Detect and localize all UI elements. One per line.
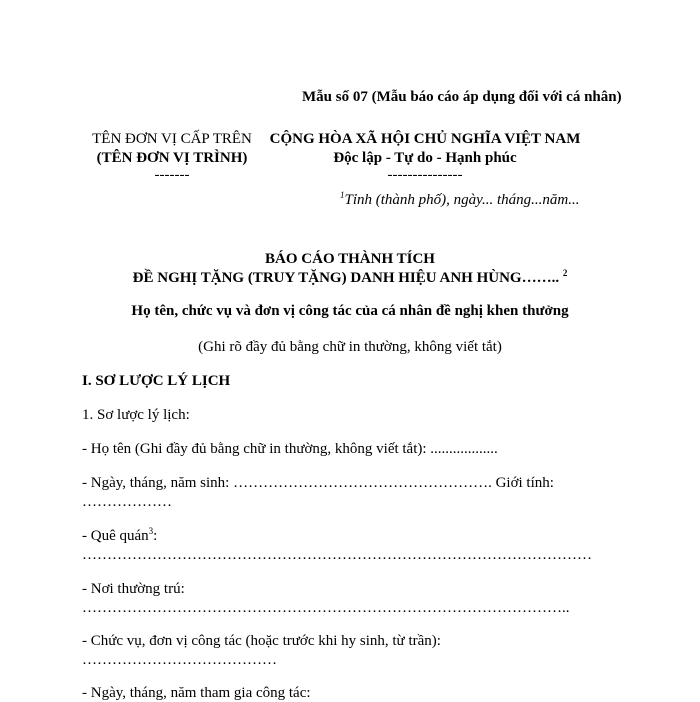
issuing-unit-superior: TÊN ĐƠN VỊ CẤP TRÊN: [92, 131, 252, 147]
field-dob-gender: - Ngày, tháng, năm sinh: ……………………………………………. Giới tính:: [82, 475, 554, 491]
report-note: (Ghi rõ đầy đủ bằng chữ in thường, không viết tắt): [198, 339, 502, 355]
field-hometown-colon: :: [153, 528, 158, 544]
footnote-marker: 1: [340, 190, 345, 200]
subsection-heading: 1. Sơ lược lý lịch:: [82, 407, 190, 423]
field-position-dots: …………………………………: [82, 652, 277, 668]
report-title: BÁO CÁO THÀNH TÍCH: [265, 251, 435, 267]
form-number: Mẫu số 07 (Mẫu báo cáo áp dụng đối với cá nhân): [302, 89, 622, 105]
field-residence: - Nơi thường trú:: [82, 581, 185, 597]
report-title-line2: [0, 269, 700, 287]
issuing-unit: (TÊN ĐƠN VỊ TRÌNH): [96, 150, 248, 166]
section-heading: I. SƠ LƯỢC LÝ LỊCH: [82, 373, 231, 389]
report-title-line2-text: ĐỀ NGHỊ TẶNG (TRUY TẶNG) DANH HIỆU ANH HÙNG……..: [132, 270, 560, 286]
place-date-text: Tỉnh (thành phố), ngày... tháng...năm...: [344, 192, 580, 208]
field-position: - Chức vụ, đơn vị công tác (hoặc trước khi hy sinh, từ trần):: [82, 633, 441, 649]
field-residence-dots: ……………………………………………………………………………………..: [82, 600, 570, 616]
footnote-marker: 3: [148, 526, 154, 536]
national-motto: Độc lập - Tự do - Hạnh phúc: [333, 150, 517, 166]
right-header-divider: ---------------: [387, 167, 463, 183]
place-date: [340, 191, 580, 209]
field-hometown-dots: …………………………………………………………………………………………: [82, 547, 592, 563]
field-work-start: - Ngày, tháng, năm tham gia công tác:: [82, 685, 311, 701]
field-hometown: [82, 527, 157, 545]
field-gender-dots: ………………: [82, 494, 172, 510]
report-subtitle: Họ tên, chức vụ và đơn vị công tác của cá nhân đề nghị khen thưởng: [131, 303, 569, 319]
field-hometown-label: - Quê quán: [82, 528, 149, 544]
footnote-marker: 2: [562, 268, 568, 278]
national-title: CỘNG HÒA XÃ HỘI CHỦ NGHĨA VIỆT NAM: [269, 131, 581, 147]
left-header-divider: -------: [154, 167, 190, 183]
field-name: - Họ tên (Ghi đầy đủ bằng chữ in thường, không viết tắt): ..................: [82, 441, 498, 457]
